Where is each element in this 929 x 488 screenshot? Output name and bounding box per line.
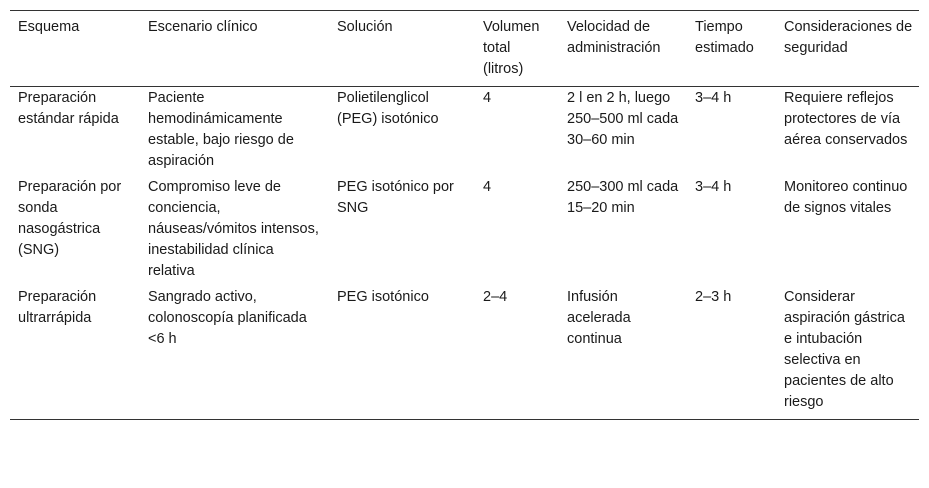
- table-body: [10, 87, 919, 420]
- table-header: [10, 11, 919, 87]
- table-row: [10, 175, 919, 285]
- table-row: [10, 285, 919, 420]
- cell-volumen: 4: [483, 90, 492, 106]
- cell-volumen: 4: [483, 179, 492, 195]
- cell-tiempo: 3–4 h: [695, 90, 732, 106]
- cell-esquema: Preparación estándar rápida: [18, 90, 119, 127]
- header-consideraciones-seguridad: Consideraciones de seguridad: [776, 11, 919, 87]
- cell-esquema: Preparación por sonda nasogástrica (SNG): [18, 179, 122, 258]
- cell-escenario: Compromiso leve de conciencia, náuseas/vómitos intensos, inestabilidad clínica relativa: [148, 179, 319, 279]
- header-row: [10, 11, 919, 87]
- cell-solucion: Polietilenglicol (PEG) isotónico: [337, 90, 439, 127]
- cell-escenario: Sangrado activo, colonoscopía planificada <6 h: [140, 285, 329, 420]
- protocol-table: [10, 10, 919, 420]
- cell-tiempo: 2–3 h: [687, 285, 776, 420]
- header-velocidad-administracion: Velocidad de administración: [559, 11, 687, 87]
- header-escenario-clinico: Escenario clínico: [140, 11, 329, 87]
- cell-volumen: 2–4: [475, 285, 559, 420]
- cell-consideraciones: Requiere reflejos protectores de vía aérea conservados: [784, 90, 908, 148]
- cell-velocidad: 250–300 ml cada 15–20 min: [567, 179, 679, 216]
- header-esquema: Esquema: [10, 11, 140, 87]
- cell-velocidad: Infusión acelerada continua: [559, 285, 687, 420]
- cell-solucion: PEG isotónico: [329, 285, 475, 420]
- cell-consideraciones: Monitoreo continuo de signos vitales: [784, 179, 908, 216]
- header-tiempo-estimado: Tiempo estimado: [687, 11, 776, 87]
- table-row: [10, 87, 919, 176]
- header-solucion: Solución: [329, 11, 475, 87]
- cell-esquema: Preparación ultrarrápida: [10, 285, 140, 420]
- cell-solucion: PEG isotónico por SNG: [337, 179, 454, 216]
- cell-tiempo: 3–4 h: [695, 179, 732, 195]
- cell-velocidad: 2 l en 2 h, luego 250–500 ml cada 30–60 min: [567, 90, 679, 148]
- cell-escenario: Paciente hemodinámicamente estable, bajo riesgo de aspiración: [148, 90, 294, 169]
- cell-consideraciones: Considerar aspiración gástrica e intubación selectiva en pacientes de alto riesgo: [776, 285, 919, 420]
- header-volumen-total: Volumen total (litros): [475, 11, 559, 87]
